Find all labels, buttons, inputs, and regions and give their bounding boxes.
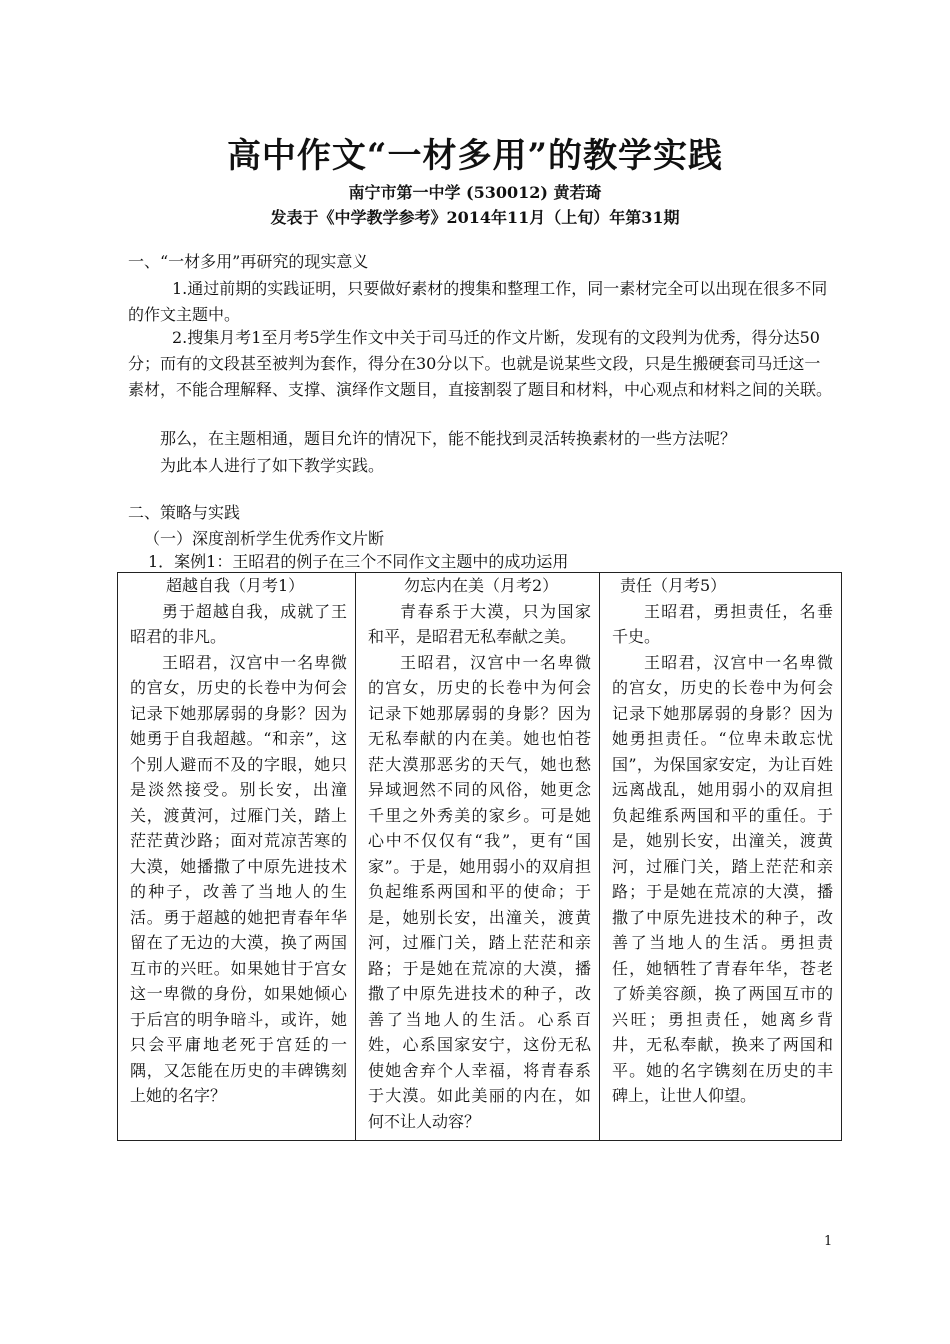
page-number: 1 <box>824 1234 833 1249</box>
cell-paragraph: 王昭君，汉宫中一名卑微的宫女，历史的长卷中为何会记录下她那孱弱的身影？因为无私奉献的内在美。她也怕苍茫大漠那恶劣的天气，她也愁异域迥然不同的风俗，她更念千里之外秀美的家乡。可是她心中不仅仅有“我”，更有“国家”。于是，她用弱小的双肩担负起维系两国和平的使命；于是，她别长安，出潼关，渡黄河，过雁门关，踏上茫茫和亲路；于是她在荒凉的大漠，播撒了中原先进技术的种子，改善了当地人的生活。心系百姓，心系国家安宁，这份无私使她舍弃个人幸福，将青春系于大漠。如此美丽的内在，如何不让人动容？ <box>368 652 591 1131</box>
cell-paragraph: 王昭君，勇担责任，名垂千史。 <box>612 601 833 646</box>
paragraph: 为此本人进行了如下教学实践。 <box>160 456 385 475</box>
cell-paragraph: 王昭君，汉宫中一名卑微的宫女，历史的长卷中为何会记录下她那孱弱的身影？因为她勇担责任。“位卑未敢忘忧国”，为保国家安定，为让百姓远离战乱，她用弱小的双肩担负起维系两国和平的重任。于是，她别长安，出潼关，渡黄河，过雁门关，踏上茫茫和亲路；于是她在荒凉的大漠，播撒了中原先进技术的种子，改善了当地人的生活。勇担责任，她牺牲了青春年华，苍老了娇美容颜，换了两国互市的兴旺；勇担责任，她离乡背井，无私奉献，换来了两国和平。她的名字镌刻在历史的丰碑上，让世人仰望。 <box>612 652 833 1105</box>
paragraph: 2.搜集月考1至月考5学生作文中关于司马迁的作文片断，发现有的文段判为优秀，得分达50分；而有的文段甚至被判为套作，得分在30分以下。也就是说某些文段，只是生搬硬套司马迁这一素材，不能合理解释、支撑、演绎作文题目，直接割裂了题目和材料，中心观点和材料之间的关联。 <box>128 328 833 399</box>
section-heading-significance: 一、“一材多用”再研究的现实意义 <box>128 252 369 271</box>
section-heading-strategy: 二、策略与实践 <box>128 503 241 522</box>
cell-paragraph: 王昭君，汉宫中一名卑微的宫女，历史的长卷中为何会记录下她那孱弱的身影？因为她勇于自我超越。“和亲”，这个别人避而不及的字眼，她只是淡然接受。别长安，出潼关，渡黄河，过雁门关，踏上茫茫黄沙路；面对荒凉苦寒的大漠，她播撒了中原先进技术的种子，改善了当地人的生活。勇于超越的她把青春年华留在了无边的大漠，换了两国互市的兴旺。如果她甘于宫女这一卑微的身份，如果她倾心于后宫的明争暗斗，或许，她只会平庸地老死于宫廷的一隅，又怎能在历史的丰碑镌刻上她的名字？ <box>130 652 347 1105</box>
paragraph: 那么，在主题相通，题目允许的情况下，能不能找到灵活转换素材的一些方法呢？ <box>160 429 737 448</box>
table-cell-responsibility <box>600 573 842 1141</box>
cell-paragraph: 青春系于大漠，只为国家和平，是昭君无私奉献之美。 <box>368 601 591 646</box>
column-header: 勿忘内在美（月考2） <box>404 576 559 595</box>
subsection-heading: （一）深度剖析学生优秀作文片断 <box>144 529 385 548</box>
case-comparison-table <box>117 572 842 1141</box>
paragraph: 1.通过前期的实践证明，只要做好素材的搜集和整理工作，同一素材完全可以出现在很多不同的作文主题中。 <box>128 279 828 324</box>
case-heading: 1．案例1：王昭君的例子在三个不同作文主题中的成功运用 <box>148 552 569 571</box>
table-row <box>118 573 842 1141</box>
column-header: 责任（月考5） <box>620 576 727 595</box>
cell-paragraph: 勇于超越自我，成就了王昭君的非凡。 <box>130 601 347 646</box>
publication-line: 发表于《中学教学参考》2014年11月（上旬）年第31期 <box>270 208 680 227</box>
table-cell-transcend-self <box>118 573 356 1141</box>
column-header: 超越自我（月考1） <box>166 576 305 595</box>
page-title: 高中作文“一材多用”的教学实践 <box>226 136 724 176</box>
table-cell-inner-beauty <box>356 573 600 1141</box>
author-line: 南宁市第一中学 (530012) 黄若琦 <box>348 183 602 202</box>
